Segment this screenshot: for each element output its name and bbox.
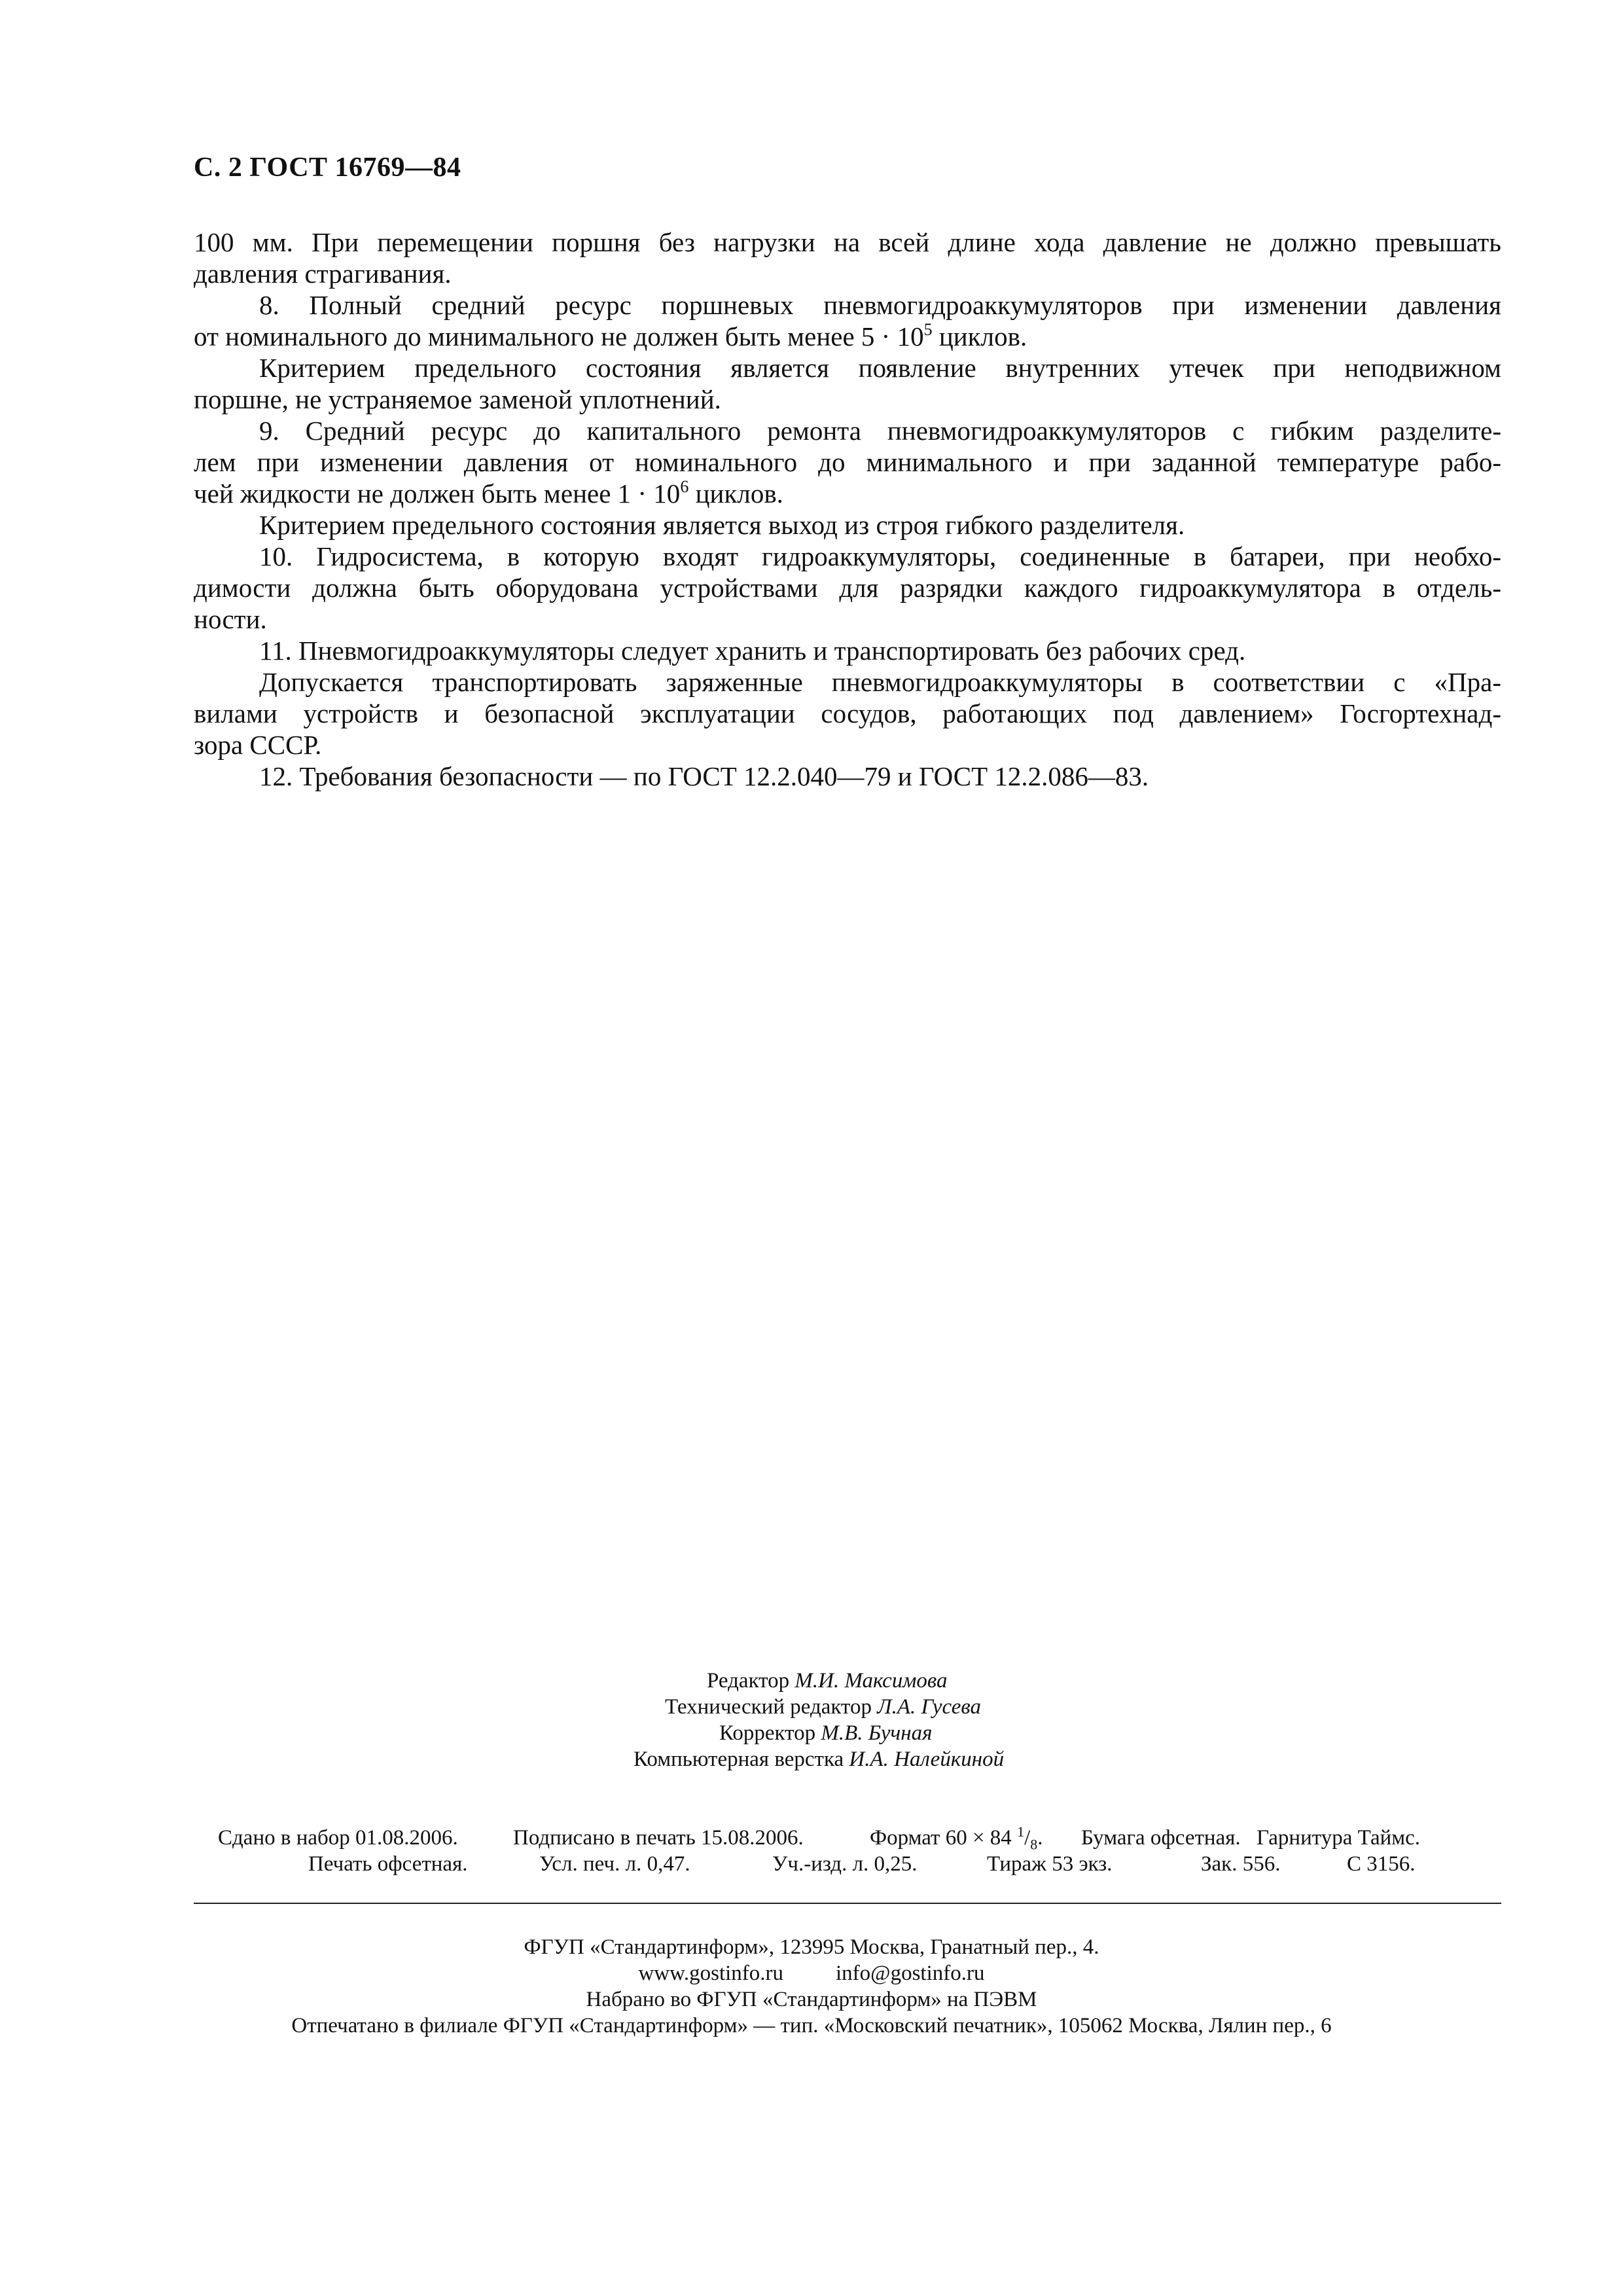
page-header: С. 2 ГОСТ 16769—84 <box>194 152 461 183</box>
text-line: 100 мм. При перемещении поршня без нагрузки на всей длине хода давление не должно превышать <box>194 227 1501 257</box>
fraction-denominator: 8 <box>1030 1836 1038 1853</box>
paragraph-item-8 <box>194 289 1501 352</box>
text-line: ности. <box>194 604 267 634</box>
text-line: зора СССР. <box>194 730 322 760</box>
text-fragment: чей жидкости не должен быть менее 1 · 10 <box>194 478 681 509</box>
credit-proofreader <box>719 1720 932 1746</box>
imprint-typeset-date: Сдано в набор 01.08.2006. <box>218 1826 458 1850</box>
paragraph-item-12 <box>194 761 1501 792</box>
text-fragment: циклов. <box>688 478 783 509</box>
credit-role: Технический редактор <box>665 1695 872 1719</box>
credit-name: Л.А. Гусева <box>877 1695 981 1719</box>
paragraph-transport <box>194 666 1501 761</box>
paragraph-criterion-1 <box>194 352 1501 415</box>
credit-name: М.И. Максимова <box>794 1669 948 1693</box>
paragraph-item-9 <box>194 415 1501 509</box>
text-line: лем при изменении давления от номинального до минимального и при заданной температуре рабо- <box>194 447 1501 477</box>
email-link[interactable]: info@gostinfo.ru <box>836 1962 985 1985</box>
credit-name: И.А. Налейкиной <box>849 1748 1005 1771</box>
footer-divider <box>194 1903 1501 1904</box>
text-line: 12. Требования безопасности — по ГОСТ 12.2.040—79 и ГОСТ 12.2.086—83. <box>259 761 1149 791</box>
text-line: Допускается транспортировать заряженные пневмогидроаккумуляторы в соответствии с «Пра- <box>259 667 1501 697</box>
imprint-print-sheets: Усл. печ. л. 0,47. <box>539 1852 690 1876</box>
credit-role: Компьютерная верстка <box>633 1748 844 1771</box>
imprint-publisher-sheets: Уч.-изд. л. 0,25. <box>772 1852 918 1876</box>
superscript-exponent: 5 <box>923 320 933 339</box>
website-link[interactable]: www.gostinfo.ru <box>638 1962 784 1985</box>
text-line: 9. Средний ресурс до капитального ремонта пневмогидроаккумуляторов с гибким разделите- <box>259 416 1501 446</box>
imprint-print-method: Печать офсетная. <box>308 1852 468 1876</box>
text-line: поршне, не устраняемое заменой уплотнений. <box>194 384 721 414</box>
credit-editor <box>707 1668 948 1694</box>
imprint-signed-date: Подписано в печать 15.08.2006. <box>513 1826 804 1850</box>
paragraph-criterion-2 <box>194 509 1501 541</box>
text-line: 11. Пневмогидроаккумуляторы следует хранить и транспортировать без рабочих сред. <box>259 636 1246 666</box>
imprint-paper: Бумага офсетная. <box>1081 1826 1241 1850</box>
credit-tech-editor <box>665 1694 981 1720</box>
imprint-code: С 3156. <box>1347 1852 1416 1876</box>
text-line: 10. Гидросистема, в которую входят гидроаккумуляторы, соединенные в батареи, при необхо- <box>259 541 1501 571</box>
text-fragment: от номинального до минимального не должен быть менее 5 · 10 <box>194 321 924 351</box>
publisher-contacts <box>0 1960 1623 1986</box>
text-line <box>194 478 1501 509</box>
text-line: 8. Полный средний ресурс поршневых пневмогидроаккумуляторов при изменении давления <box>259 290 1501 320</box>
paragraph-item-10 <box>194 541 1501 635</box>
credit-role: Корректор <box>719 1721 816 1745</box>
typeset-note: Набрано во ФГУП «Стандартинформ» на ПЭВМ <box>586 1988 1037 2011</box>
credit-name: М.В. Бучная <box>821 1721 933 1745</box>
text-line: Критерием предельного состояния является появление внутренних утечек при неподвижном <box>259 353 1501 383</box>
publisher-address: ФГУП «Стандартинформ», 123995 Москва, Гранатный пер., 4. <box>524 1935 1099 1959</box>
text-line: давления страгивания. <box>194 259 452 289</box>
text-line <box>194 321 1501 352</box>
imprint-order: Зак. 556. <box>1201 1852 1281 1876</box>
paragraph-continuation <box>194 226 1501 289</box>
imprint-circulation: Тираж 53 экз. <box>987 1852 1113 1876</box>
text-line: димости должна быть оборудована устройствами для разрядки каждого гидроаккумулятора в отдель- <box>194 573 1501 603</box>
paragraph-item-11 <box>194 635 1501 666</box>
imprint-typeface: Гарнитура Таймс. <box>1257 1826 1421 1850</box>
superscript-exponent: 6 <box>680 477 689 496</box>
printed-note: Отпечатано в филиале ФГУП «Стандартинформ» — тип. «Московский печатник», 105062 Москва, Лялин пер., 6 <box>291 2014 1332 2037</box>
fraction-slash: / <box>1024 1826 1031 1850</box>
text-line: Критерием предельного состояния является выход из строя гибкого разделителя. <box>259 510 1185 540</box>
text-fragment: . <box>1037 1826 1043 1850</box>
credit-role: Редактор <box>707 1669 790 1693</box>
text-fragment: циклов. <box>932 321 1027 351</box>
credit-layout <box>633 1746 1004 1772</box>
document-body <box>194 226 1501 792</box>
text-fragment: Формат 60 × 84 <box>870 1826 1018 1850</box>
fraction-numerator: 1 <box>1017 1823 1025 1840</box>
text-line: вилами устройств и безопасной эксплуатации сосудов, работающих под давлением» Госгортехнад- <box>194 698 1501 728</box>
